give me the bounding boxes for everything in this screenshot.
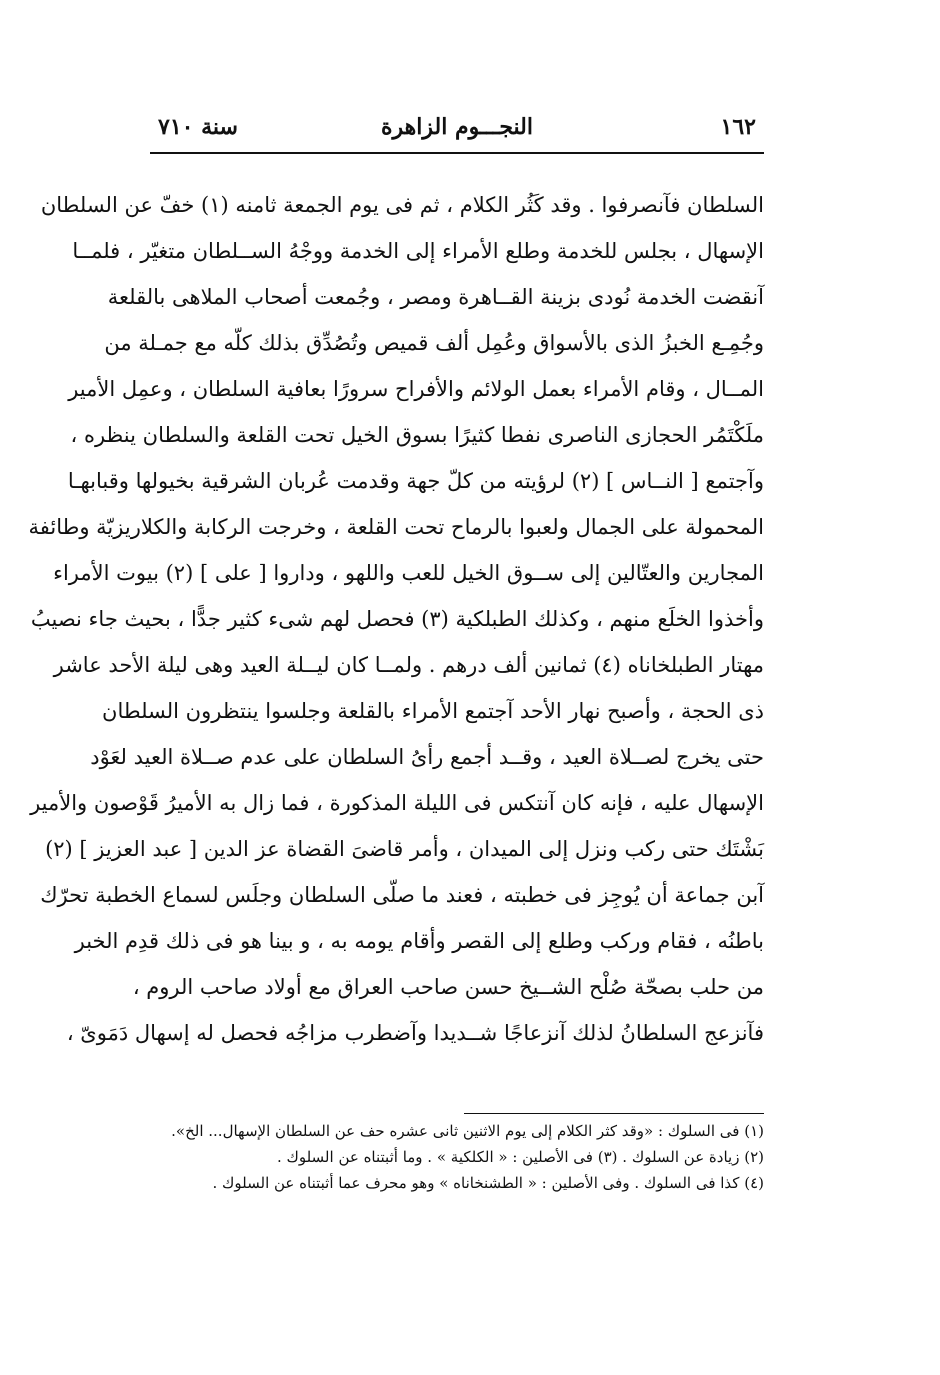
- footnote: (١) فى السلوك : «وقد كثر الكلام إلى يوم الاثنين ثانى عشره حف عن السلطان الإسهال... الخ».: [171, 1122, 764, 1140]
- footnote: (٢) زيادة عن السلوك . (٣) فى الأصلين : « الكلكية » . وما أثبتناه عن السلوك .: [276, 1148, 764, 1166]
- text-line: آنقضت الخدمة نُودى بزينة القــاهرة ومصر ، وجُمعت أصحاب الملاهى بالقلعة: [107, 285, 764, 309]
- text-line: بَشْتَك حتى ركب ونزل إلى الميدان ، وأمر قاضىَ القضاة عز الدين [ عبد العزيز ] (٢): [45, 837, 764, 861]
- footnote-rule: [464, 1113, 764, 1114]
- text-line: آبن جماعة أن يُوجِز فى خطبته ، فعند ما صلّى السلطان وجلَس لسماع الخطبة تحرّك: [40, 883, 764, 907]
- text-line: ملَكْتَمُر الحجازى الناصرى نفطا كثيرًا بسوق الخيل تحت القلعة والسلطان ينظره ،: [70, 423, 764, 447]
- header-rule: [150, 152, 764, 154]
- text-line: المجارين والعتّالين إلى ســوق الخيل للعب واللهو ، وداروا [ على ] (٢) بيوت الأمراء: [53, 561, 764, 585]
- text-line: وآجتمع [ النــاس ] (٢) لرؤيته من كلّ جهة وقدمت عُربان الشرقية بخيولها وقبابهـا: [67, 469, 764, 493]
- text-line: الإسهال عليه ، فإنه كان آنتكس فى الليلة المذكورة ، فما زال به الأميرُ قَوْصون والأمير: [30, 791, 764, 815]
- text-line: المحمولة على الجمال ولعبوا بالرماح تحت القلعة ، وخرجت الركابة والكلاريزيّة وطائفة: [28, 515, 764, 539]
- footnotes: [150, 1118, 764, 1196]
- running-title: النجـــوم الزاهرة: [381, 114, 533, 140]
- footnote: (٤) كذا فى السلوك . وفى الأصلين : « الطشنخاناه » وهو محرف عما أثبتناه عن السلوك .: [212, 1174, 764, 1192]
- year-label: سنة ٧١٠: [158, 114, 238, 140]
- text-line: ذى الحجة ، وأصبح نهار الأحد آجتمع الأمراء بالقلعة وجلسوا ينتظرون السلطان: [102, 699, 764, 723]
- body-text: [28, 185, 764, 1059]
- text-line: المــال ، وقام الأمراء بعمل الولائم والأفراح سرورًا بعافية السلطان ، وعمِل الأمير: [68, 377, 764, 401]
- text-line: وجُمِـع الخبزُ الذى بالأسواق وعُمِل ألف قميص وتُصُدِّق بذلك كلّه مع جمـلة من: [104, 331, 764, 355]
- text-line: فآنزعج السلطانُ لذلك آنزعاجًا شــديدا وآضطرب مزاجُه فحصل له إسهال دَمَوىّ ،: [66, 1021, 764, 1045]
- page-number: ١٦٢: [720, 114, 756, 140]
- text-line: مهتار الطبلخاناه (٤) ثمانين ألف درهم . ولمــا كان ليــلة العيد وهى ليلة الأحد عاشر: [53, 653, 764, 677]
- text-line: وأخذوا الخلَع منهم ، وكذلك الطبلكية (٣) فحصل لهم شىء كثير جدًّا ، بحيث جاء نصيبُ: [30, 607, 764, 631]
- page-header: [150, 112, 764, 152]
- text-line: من حلب بصحّة صُلْح الشــيخ حسن صاحب العراق مع أولاد صاحب الروم ،: [132, 975, 764, 999]
- text-line: الإسهال ، بجلس للخدمة وطلع الأمراء إلى الخدمة ووجْهُ الســلطان متغيّر ، فلمــا: [72, 239, 764, 263]
- text-line: باطنُه ، فقام وركب وطلع إلى القصر وأقام يومه به ، و بينا هو فى ذلك قدِم الخبر: [74, 929, 764, 953]
- text-line: السلطان فآنصرفوا . وقد كَثُر الكلام ، ثم فى يوم الجمعة ثامنه (١) خفّ عن السلطان: [40, 193, 764, 217]
- text-line: حتى يخرج لصــلاة العيد ، وقــد أجمع رأىُ السلطان على عدم صــلاة العيد لعَوْد: [90, 745, 764, 769]
